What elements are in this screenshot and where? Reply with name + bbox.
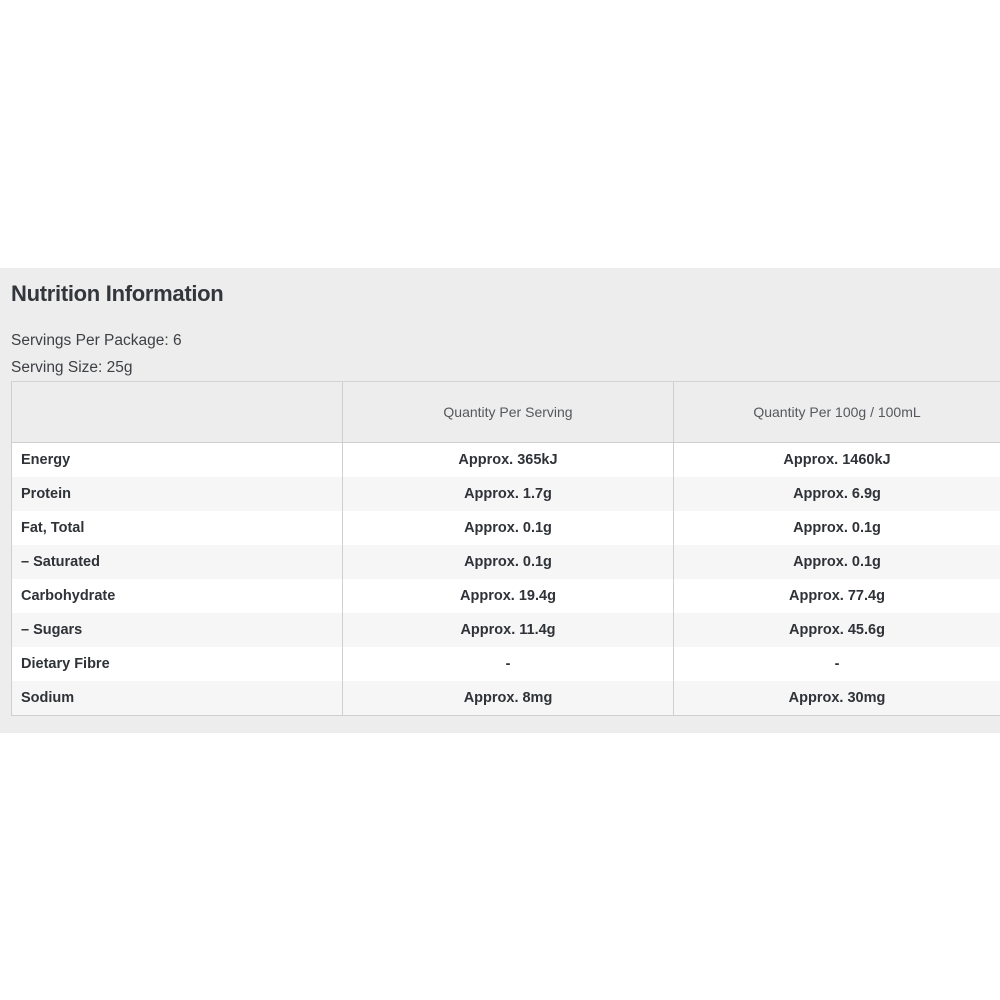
per-100-value: Approx. 1460kJ <box>674 443 1000 478</box>
per-serving-value: Approx. 365kJ <box>343 443 674 478</box>
nutrient-name: Fat, Total <box>12 511 343 545</box>
table-row <box>12 545 1000 579</box>
header-nutrient <box>12 382 343 443</box>
per-100-value: Approx. 45.6g <box>674 613 1000 647</box>
header-per-serving: Quantity Per Serving <box>343 382 674 443</box>
table-row <box>12 647 1000 681</box>
table-row <box>12 613 1000 647</box>
table-row <box>12 681 1000 716</box>
per-serving-value: Approx. 0.1g <box>343 511 674 545</box>
per-serving-value: Approx. 1.7g <box>343 477 674 511</box>
per-100-value: Approx. 0.1g <box>674 511 1000 545</box>
per-100-value: Approx. 0.1g <box>674 545 1000 579</box>
per-serving-value: - <box>343 647 674 681</box>
per-100-value: Approx. 77.4g <box>674 579 1000 613</box>
per-100-value: Approx. 6.9g <box>674 477 1000 511</box>
header-per-100: Quantity Per 100g / 100mL <box>674 382 1000 443</box>
per-serving-value: Approx. 8mg <box>343 681 674 716</box>
table-row <box>12 443 1000 478</box>
table-row <box>12 477 1000 511</box>
per-100-value: - <box>674 647 1000 681</box>
nutrient-name: Protein <box>12 477 343 511</box>
per-serving-value: Approx. 19.4g <box>343 579 674 613</box>
nutrient-name: – Sugars <box>12 613 343 647</box>
nutrient-name: Sodium <box>12 681 343 716</box>
nutrition-table <box>11 381 1000 716</box>
per-serving-value: Approx. 11.4g <box>343 613 674 647</box>
servings-per-package: Servings Per Package: 6 <box>11 332 182 349</box>
nutrient-name: – Saturated <box>12 545 343 579</box>
nutrient-name: Carbohydrate <box>12 579 343 613</box>
nutrient-name: Dietary Fibre <box>12 647 343 681</box>
per-100-value: Approx. 30mg <box>674 681 1000 716</box>
nutrient-name: Energy <box>12 443 343 478</box>
table-row <box>12 579 1000 613</box>
nutrition-title: Nutrition Information <box>11 281 224 306</box>
table-header-row <box>12 382 1000 443</box>
serving-size: Serving Size: 25g <box>11 359 133 376</box>
table-row <box>12 511 1000 545</box>
per-serving-value: Approx. 0.1g <box>343 545 674 579</box>
